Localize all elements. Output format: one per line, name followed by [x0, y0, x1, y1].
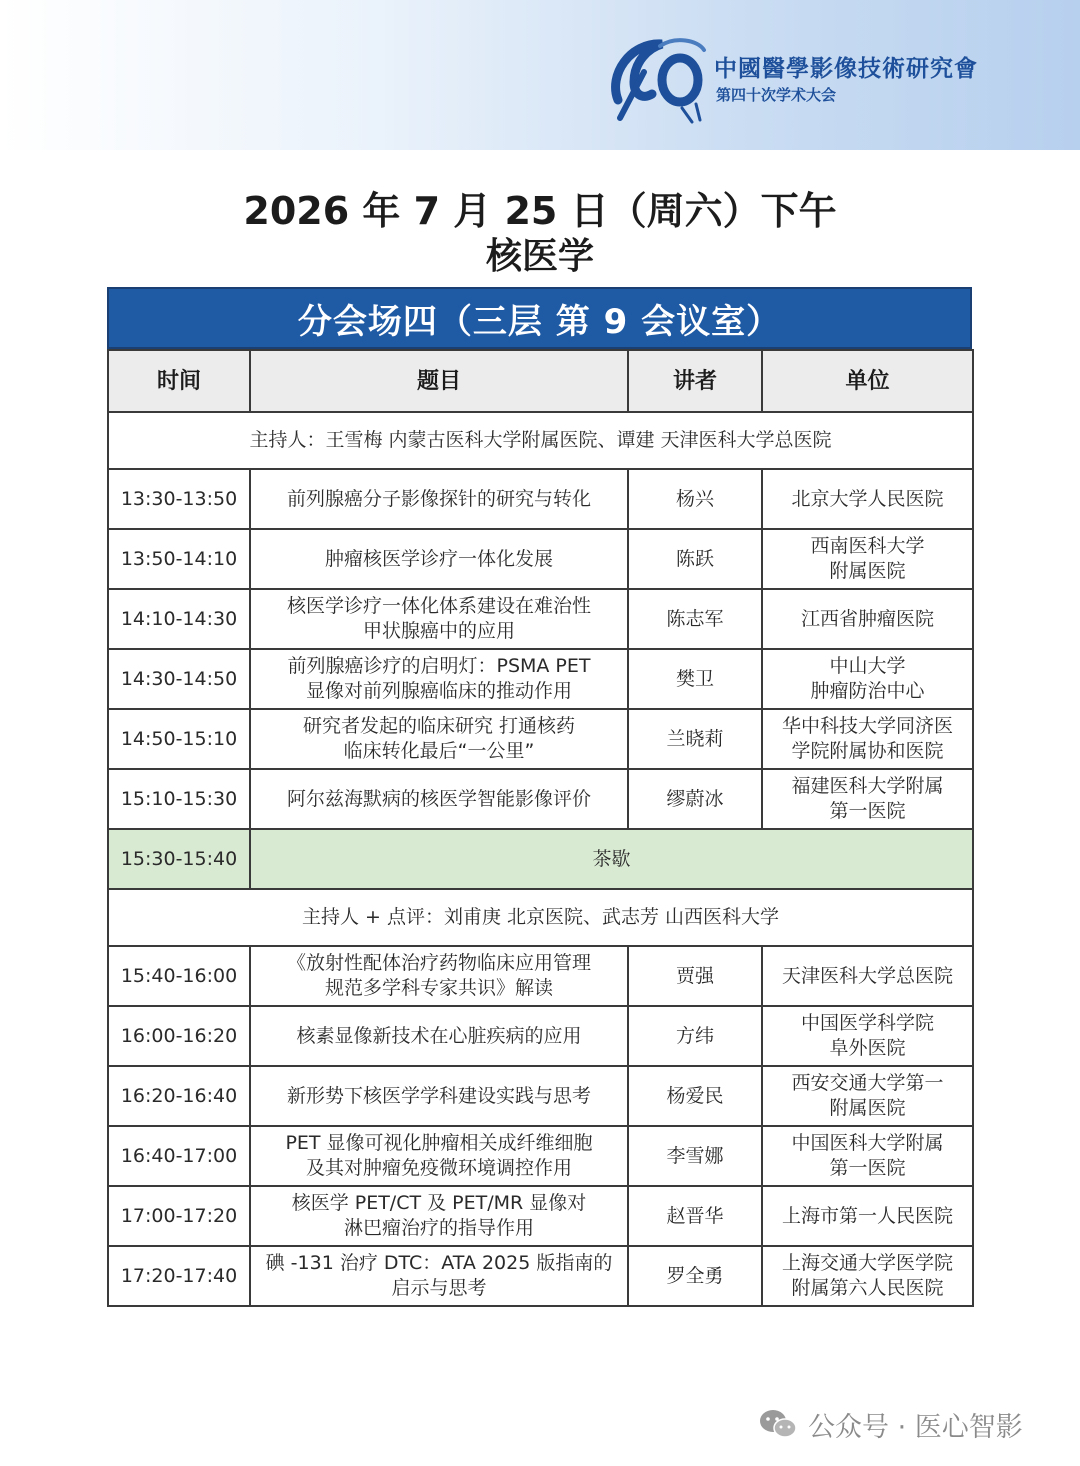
cell-topic: 核医学 PET/CT 及 PET/MR 显像对 淋巴瘤治疗的指导作用: [250, 1186, 628, 1246]
table-row: [108, 1126, 973, 1186]
cell-time: 17:20-17:40: [108, 1246, 250, 1306]
table-row: [108, 946, 973, 1006]
watermark: [758, 1404, 1058, 1444]
table-row: [108, 589, 973, 649]
cell-time: 16:20-16:40: [108, 1066, 250, 1126]
table-row: [108, 1186, 973, 1246]
date-title: 2026 年 7 月 25 日（周六）下午: [243, 189, 837, 233]
cell-unit: 天津医科大学总医院: [762, 946, 973, 1006]
cell-unit: 上海市第一人民医院: [762, 1186, 973, 1246]
cell-topic: 核素显像新技术在心脏疾病的应用: [250, 1006, 628, 1066]
host-row: [108, 412, 973, 469]
subject-title: 核医学: [485, 236, 594, 277]
cell-time: 13:50-14:10: [108, 529, 250, 589]
table-row: [108, 649, 973, 709]
break-row: [108, 829, 973, 889]
table-row: [108, 529, 973, 589]
conference-name: 第四十次学术大会: [716, 86, 837, 104]
cell-unit: 西安交通大学第一 附属医院: [762, 1066, 973, 1126]
cell-topic: 前列腺癌分子影像探针的研究与转化: [250, 469, 628, 529]
header-topic: 题目: [250, 350, 628, 412]
cell-time: 14:30-14:50: [108, 649, 250, 709]
cell-topic: 研究者发起的临床研究 打通核药 临床转化最后“一公里”: [250, 709, 628, 769]
watermark-text: 公众号 · 医心智影: [808, 1411, 1023, 1443]
break-label: 茶歇: [250, 829, 973, 889]
cell-speaker: 李雪娜: [628, 1126, 762, 1186]
cell-unit: 中国医学科学院 阜外医院: [762, 1006, 973, 1066]
table-row: [108, 769, 973, 829]
table-row: [108, 1066, 973, 1126]
header-banner: [0, 0, 1080, 150]
cell-unit: 西南医科大学 附属医院: [762, 529, 973, 589]
cell-speaker: 赵晋华: [628, 1186, 762, 1246]
cell-unit: 华中科技大学同济医 学院附属协和医院: [762, 709, 973, 769]
cell-time: 14:10-14:30: [108, 589, 250, 649]
header-time: 时间: [108, 350, 250, 412]
cell-speaker: 方纬: [628, 1006, 762, 1066]
cell-speaker: 兰晓莉: [628, 709, 762, 769]
cell-topic: PET 显像可视化肿瘤相关成纤维细胞 及其对肿瘤免疫微环境调控作用: [250, 1126, 628, 1186]
cell-topic: 碘 -131 治疗 DTC：ATA 2025 版指南的 启示与思考: [250, 1246, 628, 1306]
cell-time: 14:50-15:10: [108, 709, 250, 769]
cell-unit: 福建医科大学附属 第一医院: [762, 769, 973, 829]
header-unit: 单位: [762, 350, 973, 412]
break-time: 15:30-15:40: [108, 829, 250, 889]
cell-unit: 北京大学人民医院: [762, 469, 973, 529]
header-speaker: 讲者: [628, 350, 762, 412]
schedule-table: [107, 349, 974, 1307]
cell-topic: 《放射性配体治疗药物临床应用管理 规范多学科专家共识》解读: [250, 946, 628, 1006]
cell-time: 15:10-15:30: [108, 769, 250, 829]
cell-topic: 新形势下核医学学科建设实践与思考: [250, 1066, 628, 1126]
table-row: [108, 1006, 973, 1066]
cell-time: 13:30-13:50: [108, 469, 250, 529]
table-header-row: [108, 350, 973, 412]
conference-40th-logo-icon: [600, 30, 720, 125]
cell-unit: 上海交通大学医学院 附属第六人民医院: [762, 1246, 973, 1306]
venue-banner: 分会场四（三层 第 9 会议室）: [107, 287, 972, 349]
cell-topic: 肿瘤核医学诊疗一体化发展: [250, 529, 628, 589]
cell-speaker: 罗全勇: [628, 1246, 762, 1306]
host-text: 主持人 + 点评：刘甫庚 北京医院、武志芳 山西医科大学: [108, 889, 973, 946]
cell-time: 16:40-17:00: [108, 1126, 250, 1186]
wechat-icon: [758, 1407, 798, 1441]
cell-time: 16:00-16:20: [108, 1006, 250, 1066]
cell-topic: 前列腺癌诊疗的启明灯：PSMA PET 显像对前列腺癌临床的推动作用: [250, 649, 628, 709]
cell-speaker: 陈跃: [628, 529, 762, 589]
cell-time: 15:40-16:00: [108, 946, 250, 1006]
table-row: [108, 709, 973, 769]
cell-speaker: 贾强: [628, 946, 762, 1006]
cell-unit: 中山大学 肿瘤防治中心: [762, 649, 973, 709]
cell-topic: 阿尔兹海默病的核医学智能影像评价: [250, 769, 628, 829]
cell-speaker: 缪蔚冰: [628, 769, 762, 829]
cell-time: 17:00-17:20: [108, 1186, 250, 1246]
cell-speaker: 樊卫: [628, 649, 762, 709]
host-row: [108, 889, 973, 946]
table-row: [108, 1246, 973, 1306]
cell-speaker: 陈志军: [628, 589, 762, 649]
cell-unit: 江西省肿瘤医院: [762, 589, 973, 649]
cell-topic: 核医学诊疗一体化体系建设在难治性 甲状腺癌中的应用: [250, 589, 628, 649]
host-text: 主持人：王雪梅 内蒙古医科大学附属医院、谭建 天津医科大学总医院: [108, 412, 973, 469]
cell-speaker: 杨兴: [628, 469, 762, 529]
org-name: 中國醫學影像技術研究會: [714, 55, 978, 82]
cell-unit: 中国医科大学附属 第一医院: [762, 1126, 973, 1186]
table-row: [108, 469, 973, 529]
cell-speaker: 杨爱民: [628, 1066, 762, 1126]
